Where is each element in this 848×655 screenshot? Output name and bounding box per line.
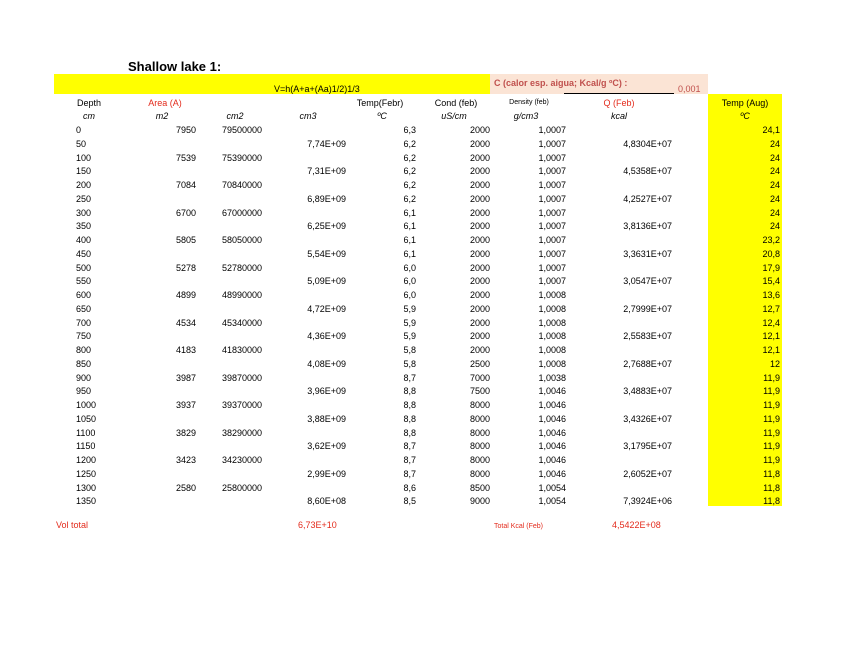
cell-temp-aug: 12,1	[762, 345, 780, 355]
cell-volume: 7,74E+09	[307, 138, 346, 149]
cell-temp-feb: 6,1	[403, 207, 416, 218]
cell-area-m2: 5278	[175, 262, 196, 273]
cell-depth: 650	[76, 303, 92, 314]
cell-temp-feb: 5,8	[403, 358, 416, 369]
cell-area-cm2: 58050000	[222, 235, 263, 245]
cell-temp-feb: 8,8	[403, 400, 416, 410]
cell-area-cm2: 39870000	[222, 372, 263, 383]
cell-density: 1,0007	[538, 180, 566, 190]
cell-temp-feb: 8,5	[403, 496, 416, 507]
cell-volume: 3,88E+09	[307, 413, 346, 424]
vol-total-value: 6,73E+10	[298, 520, 337, 530]
cell-volume: 4,08E+09	[307, 358, 346, 369]
cell-depth: 350	[76, 221, 92, 232]
cell-depth: 150	[76, 166, 92, 177]
cell-temp-aug: 11,8	[763, 482, 780, 493]
total-kcal-value: 4,5422E+08	[612, 520, 661, 530]
cell-cond: 2000	[469, 166, 490, 177]
cell-area-cm2: 79500000	[222, 125, 263, 135]
cell-temp-aug: 11,9	[763, 455, 780, 465]
cell-temp-aug: 13,6	[762, 290, 780, 300]
cell-volume: 3,96E+09	[307, 386, 346, 397]
cell-depth: 750	[76, 331, 92, 342]
cell-cond: 7000	[469, 372, 490, 383]
cell-q: 3,4326E+07	[623, 413, 672, 424]
cell-temp-aug: 11,9	[763, 372, 780, 383]
cell-temp-aug: 24	[769, 166, 780, 177]
cell-density: 1,0007	[538, 166, 566, 177]
cell-temp-feb: 6,1	[403, 248, 416, 259]
cell-volume: 3,62E+09	[307, 441, 346, 452]
cell-temp-aug: 24	[769, 138, 780, 149]
cell-density: 1,0008	[538, 331, 566, 342]
cell-area-m2: 3423	[175, 455, 196, 465]
sheet-title: Shallow lake 1:	[128, 59, 222, 74]
volume-formula: V=h(A+a+(Aa)1/2)1/3	[274, 84, 360, 94]
cell-temp-feb: 6,2	[403, 180, 416, 190]
cell-density: 1,0008	[538, 317, 566, 328]
cell-area-m2: 7950	[175, 125, 196, 135]
cell-temp-feb: 6,0	[403, 276, 416, 287]
cell-area-m2: 4899	[175, 290, 196, 300]
cell-depth: 1250	[76, 468, 97, 479]
cell-temp-aug: 24	[769, 221, 780, 232]
unit-temp-aug: ºC	[740, 111, 750, 121]
cell-depth: 450	[76, 248, 92, 259]
cell-depth: 400	[76, 235, 92, 245]
cell-temp-feb: 8,7	[403, 455, 416, 465]
cell-q: 2,7688E+07	[623, 358, 672, 369]
cell-area-cm2: 38290000	[222, 427, 263, 438]
cell-density: 1,0046	[538, 413, 566, 424]
cell-temp-aug: 11,8	[763, 496, 780, 507]
cell-volume: 7,31E+09	[307, 166, 346, 177]
cell-cond: 2000	[469, 193, 490, 204]
cell-q: 3,3631E+07	[623, 248, 672, 259]
cell-volume: 4,36E+09	[307, 331, 346, 342]
cell-density: 1,0046	[538, 400, 566, 410]
cell-cond: 2000	[469, 180, 490, 190]
cell-area-m2: 7539	[175, 152, 196, 163]
header-q: Q (Feb)	[603, 98, 635, 108]
cell-temp-feb: 5,9	[403, 331, 416, 342]
cell-temp-aug: 12	[769, 358, 780, 369]
cell-temp-aug: 15,4	[762, 276, 780, 287]
header-depth: Depth	[76, 98, 102, 108]
cell-temp-feb: 5,8	[403, 345, 416, 355]
cell-cond: 2000	[469, 138, 490, 149]
cell-cond: 2000	[469, 207, 490, 218]
cell-temp-feb: 6,3	[403, 125, 416, 135]
cell-area-cm2: 70840000	[222, 180, 263, 190]
cell-depth: 600	[76, 290, 92, 300]
cell-depth: 550	[76, 276, 92, 287]
cell-cond: 2000	[469, 235, 490, 245]
cell-temp-aug: 23,2	[762, 235, 780, 245]
cell-area-cm2: 41830000	[222, 345, 263, 355]
cell-cond: 8500	[469, 482, 490, 493]
cell-depth: 1350	[76, 496, 97, 507]
cell-depth: 1150	[76, 441, 96, 452]
cell-q: 3,4883E+07	[623, 386, 672, 397]
cell-temp-aug: 11,9	[763, 386, 780, 397]
cell-q: 2,6052E+07	[623, 468, 672, 479]
cell-density: 1,0007	[538, 221, 566, 232]
cell-cond: 2000	[469, 317, 490, 328]
cell-density: 1,0007	[538, 262, 566, 273]
cell-area-cm2: 52780000	[222, 262, 263, 273]
specific-heat-underline	[564, 93, 674, 94]
cell-temp-feb: 8,7	[403, 441, 416, 452]
cell-depth: 100	[76, 152, 92, 163]
unit-q: kcal	[610, 111, 627, 121]
cell-q: 4,5358E+07	[623, 166, 672, 177]
cell-area-m2: 3829	[175, 427, 196, 438]
cell-q: 3,0547E+07	[623, 276, 672, 287]
cell-density: 1,0007	[538, 235, 566, 245]
cell-depth: 1200	[76, 455, 97, 465]
cell-volume: 6,89E+09	[307, 193, 346, 204]
cell-cond: 2000	[469, 248, 490, 259]
cell-cond: 2000	[469, 262, 490, 273]
cell-temp-aug: 24	[769, 152, 780, 163]
cell-density: 1,0008	[538, 358, 566, 369]
cell-volume: 6,25E+09	[307, 221, 346, 232]
cell-density: 1,0008	[538, 345, 566, 355]
vol-total-label: Vol total	[56, 520, 89, 530]
cell-temp-aug: 24,1	[762, 125, 780, 135]
cell-temp-aug: 11,9	[763, 441, 780, 452]
cell-depth: 300	[76, 207, 92, 218]
cell-temp-feb: 5,9	[403, 317, 416, 328]
header-cond: Cond (feb)	[434, 98, 478, 108]
cell-depth: 200	[76, 180, 92, 190]
unit-density: g/cm3	[513, 111, 539, 121]
cell-density: 1,0008	[538, 290, 566, 300]
unit-cond: uS/cm	[441, 111, 467, 121]
cell-cond: 2000	[469, 290, 490, 300]
cell-cond: 9000	[469, 496, 490, 507]
cell-temp-aug: 11,9	[763, 427, 780, 438]
cell-cond: 8000	[469, 455, 490, 465]
cell-area-cm2: 75390000	[222, 152, 263, 163]
cell-cond: 8000	[469, 427, 490, 438]
cell-temp-feb: 6,2	[403, 166, 416, 177]
cell-q: 7,3924E+06	[623, 496, 672, 507]
cell-depth: 1000	[76, 400, 97, 410]
cell-temp-feb: 6,1	[403, 221, 416, 232]
cell-cond: 2000	[469, 152, 490, 163]
cell-density: 1,0008	[538, 303, 566, 314]
cell-cond: 8000	[469, 468, 490, 479]
cell-area-m2: 7084	[175, 180, 196, 190]
cell-density: 1,0007	[538, 125, 566, 135]
cell-area-m2: 4183	[175, 345, 196, 355]
cell-temp-aug: 12,4	[762, 317, 780, 328]
cell-q: 3,8136E+07	[623, 221, 672, 232]
cell-volume: 5,09E+09	[307, 276, 346, 287]
cell-temp-aug: 12,7	[762, 303, 780, 314]
cell-density: 1,0007	[538, 248, 566, 259]
cell-temp-feb: 8,7	[403, 372, 416, 383]
cell-area-m2: 3937	[175, 400, 196, 410]
cell-temp-feb: 6,0	[403, 262, 416, 273]
cell-depth: 1300	[76, 482, 97, 493]
cell-depth: 500	[76, 262, 92, 273]
formula-band	[54, 74, 490, 94]
cell-q: 3,1795E+07	[623, 441, 672, 452]
cell-density: 1,0046	[538, 427, 566, 438]
cell-density: 1,0054	[538, 496, 566, 507]
cell-cond: 2000	[469, 345, 490, 355]
cell-q: 4,2527E+07	[623, 193, 672, 204]
header-temp-aug: Temp (Aug)	[721, 98, 769, 108]
header-area: Area (A)	[148, 98, 182, 108]
cell-area-m2: 2580	[175, 482, 196, 493]
cell-area-m2: 3987	[175, 372, 196, 383]
cell-q: 2,7999E+07	[623, 303, 672, 314]
cell-temp-feb: 8,8	[403, 386, 416, 397]
header-temp-feb: Temp(Febr)	[356, 98, 404, 108]
cell-density: 1,0054	[538, 482, 566, 493]
cell-cond: 2500	[469, 358, 490, 369]
cell-density: 1,0046	[538, 455, 566, 465]
cell-temp-feb: 6,0	[403, 290, 416, 300]
cell-depth: 900	[76, 372, 92, 383]
cell-density: 1,0007	[538, 138, 566, 149]
unit-area-m2: m2	[155, 111, 169, 121]
cell-cond: 8000	[469, 413, 490, 424]
total-kcal-label: Total Kcal (Feb)	[494, 523, 544, 530]
cell-area-m2: 5805	[175, 235, 196, 245]
cell-volume: 4,72E+09	[307, 303, 346, 314]
cell-area-m2: 6700	[175, 207, 196, 218]
cell-temp-feb: 6,2	[403, 138, 416, 149]
cell-temp-aug: 20,8	[762, 248, 780, 259]
cell-volume: 8,60E+08	[307, 496, 346, 507]
cell-depth: 800	[76, 345, 92, 355]
cell-temp-aug: 11,8	[763, 468, 780, 479]
cell-q: 2,5583E+07	[623, 331, 672, 342]
unit-temp-feb: ºC	[377, 111, 387, 121]
cell-temp-feb: 5,9	[403, 303, 416, 314]
specific-heat-label: C (calor esp. aigua; Kcal/g ºC) :	[494, 78, 628, 88]
cell-density: 1,0007	[538, 152, 566, 163]
unit-area-cm2: cm2	[226, 111, 244, 121]
cell-density: 1,0007	[538, 207, 566, 218]
cell-density: 1,0046	[538, 441, 566, 452]
cell-cond: 2000	[469, 331, 490, 342]
cell-depth: 250	[76, 193, 92, 204]
unit-volume: cm3	[299, 111, 317, 121]
cell-cond: 2000	[469, 125, 490, 135]
cell-temp-aug: 17,9	[762, 262, 780, 273]
cell-area-cm2: 67000000	[222, 207, 263, 218]
cell-q: 4,8304E+07	[623, 138, 672, 149]
cell-depth: 1050	[76, 413, 97, 424]
cell-density: 1,0038	[538, 372, 566, 383]
cell-temp-aug: 12,1	[762, 331, 780, 342]
specific-heat-value: 0,001	[678, 84, 701, 94]
cell-temp-feb: 8,6	[403, 482, 416, 493]
cell-density: 1,0046	[538, 468, 566, 479]
cell-area-cm2: 25800000	[222, 482, 263, 493]
cell-density: 1,0007	[538, 193, 566, 204]
cell-temp-aug: 24	[769, 193, 780, 204]
cell-temp-feb: 6,1	[403, 235, 416, 245]
cell-depth: 700	[76, 317, 92, 328]
cell-cond: 8000	[469, 400, 490, 410]
cell-cond: 2000	[469, 221, 490, 232]
cell-area-m2: 4534	[175, 317, 196, 328]
cell-depth: 50	[76, 138, 87, 149]
cell-area-cm2: 45340000	[222, 317, 263, 328]
unit-depth: cm	[83, 111, 95, 121]
cell-temp-feb: 8,7	[403, 468, 416, 479]
cell-depth: 850	[76, 358, 92, 369]
cell-cond: 2000	[469, 276, 490, 287]
cell-cond: 2000	[469, 303, 490, 314]
cell-temp-feb: 8,8	[403, 413, 416, 424]
cell-density: 1,0046	[538, 386, 566, 397]
cell-temp-aug: 11,9	[763, 413, 780, 424]
cell-depth: 0	[76, 125, 82, 135]
cell-depth: 950	[76, 386, 92, 397]
cell-temp-aug: 24	[769, 207, 780, 218]
cell-temp-feb: 6,2	[403, 193, 416, 204]
cell-area-cm2: 34230000	[222, 455, 263, 465]
cell-temp-feb: 6,2	[403, 152, 416, 163]
cell-temp-feb: 8,8	[403, 427, 416, 438]
cell-density: 1,0007	[538, 276, 566, 287]
cell-volume: 5,54E+09	[307, 248, 346, 259]
cell-depth: 1100	[76, 427, 96, 438]
header-density: Density (feb)	[509, 99, 549, 106]
cell-volume: 2,99E+09	[307, 468, 346, 479]
cell-temp-aug: 24	[769, 180, 780, 190]
cell-cond: 8000	[469, 441, 490, 452]
cell-area-cm2: 48990000	[222, 290, 263, 300]
cell-temp-aug: 11,9	[763, 400, 780, 410]
cell-area-cm2: 39370000	[222, 400, 263, 410]
cell-cond: 7500	[469, 386, 490, 397]
